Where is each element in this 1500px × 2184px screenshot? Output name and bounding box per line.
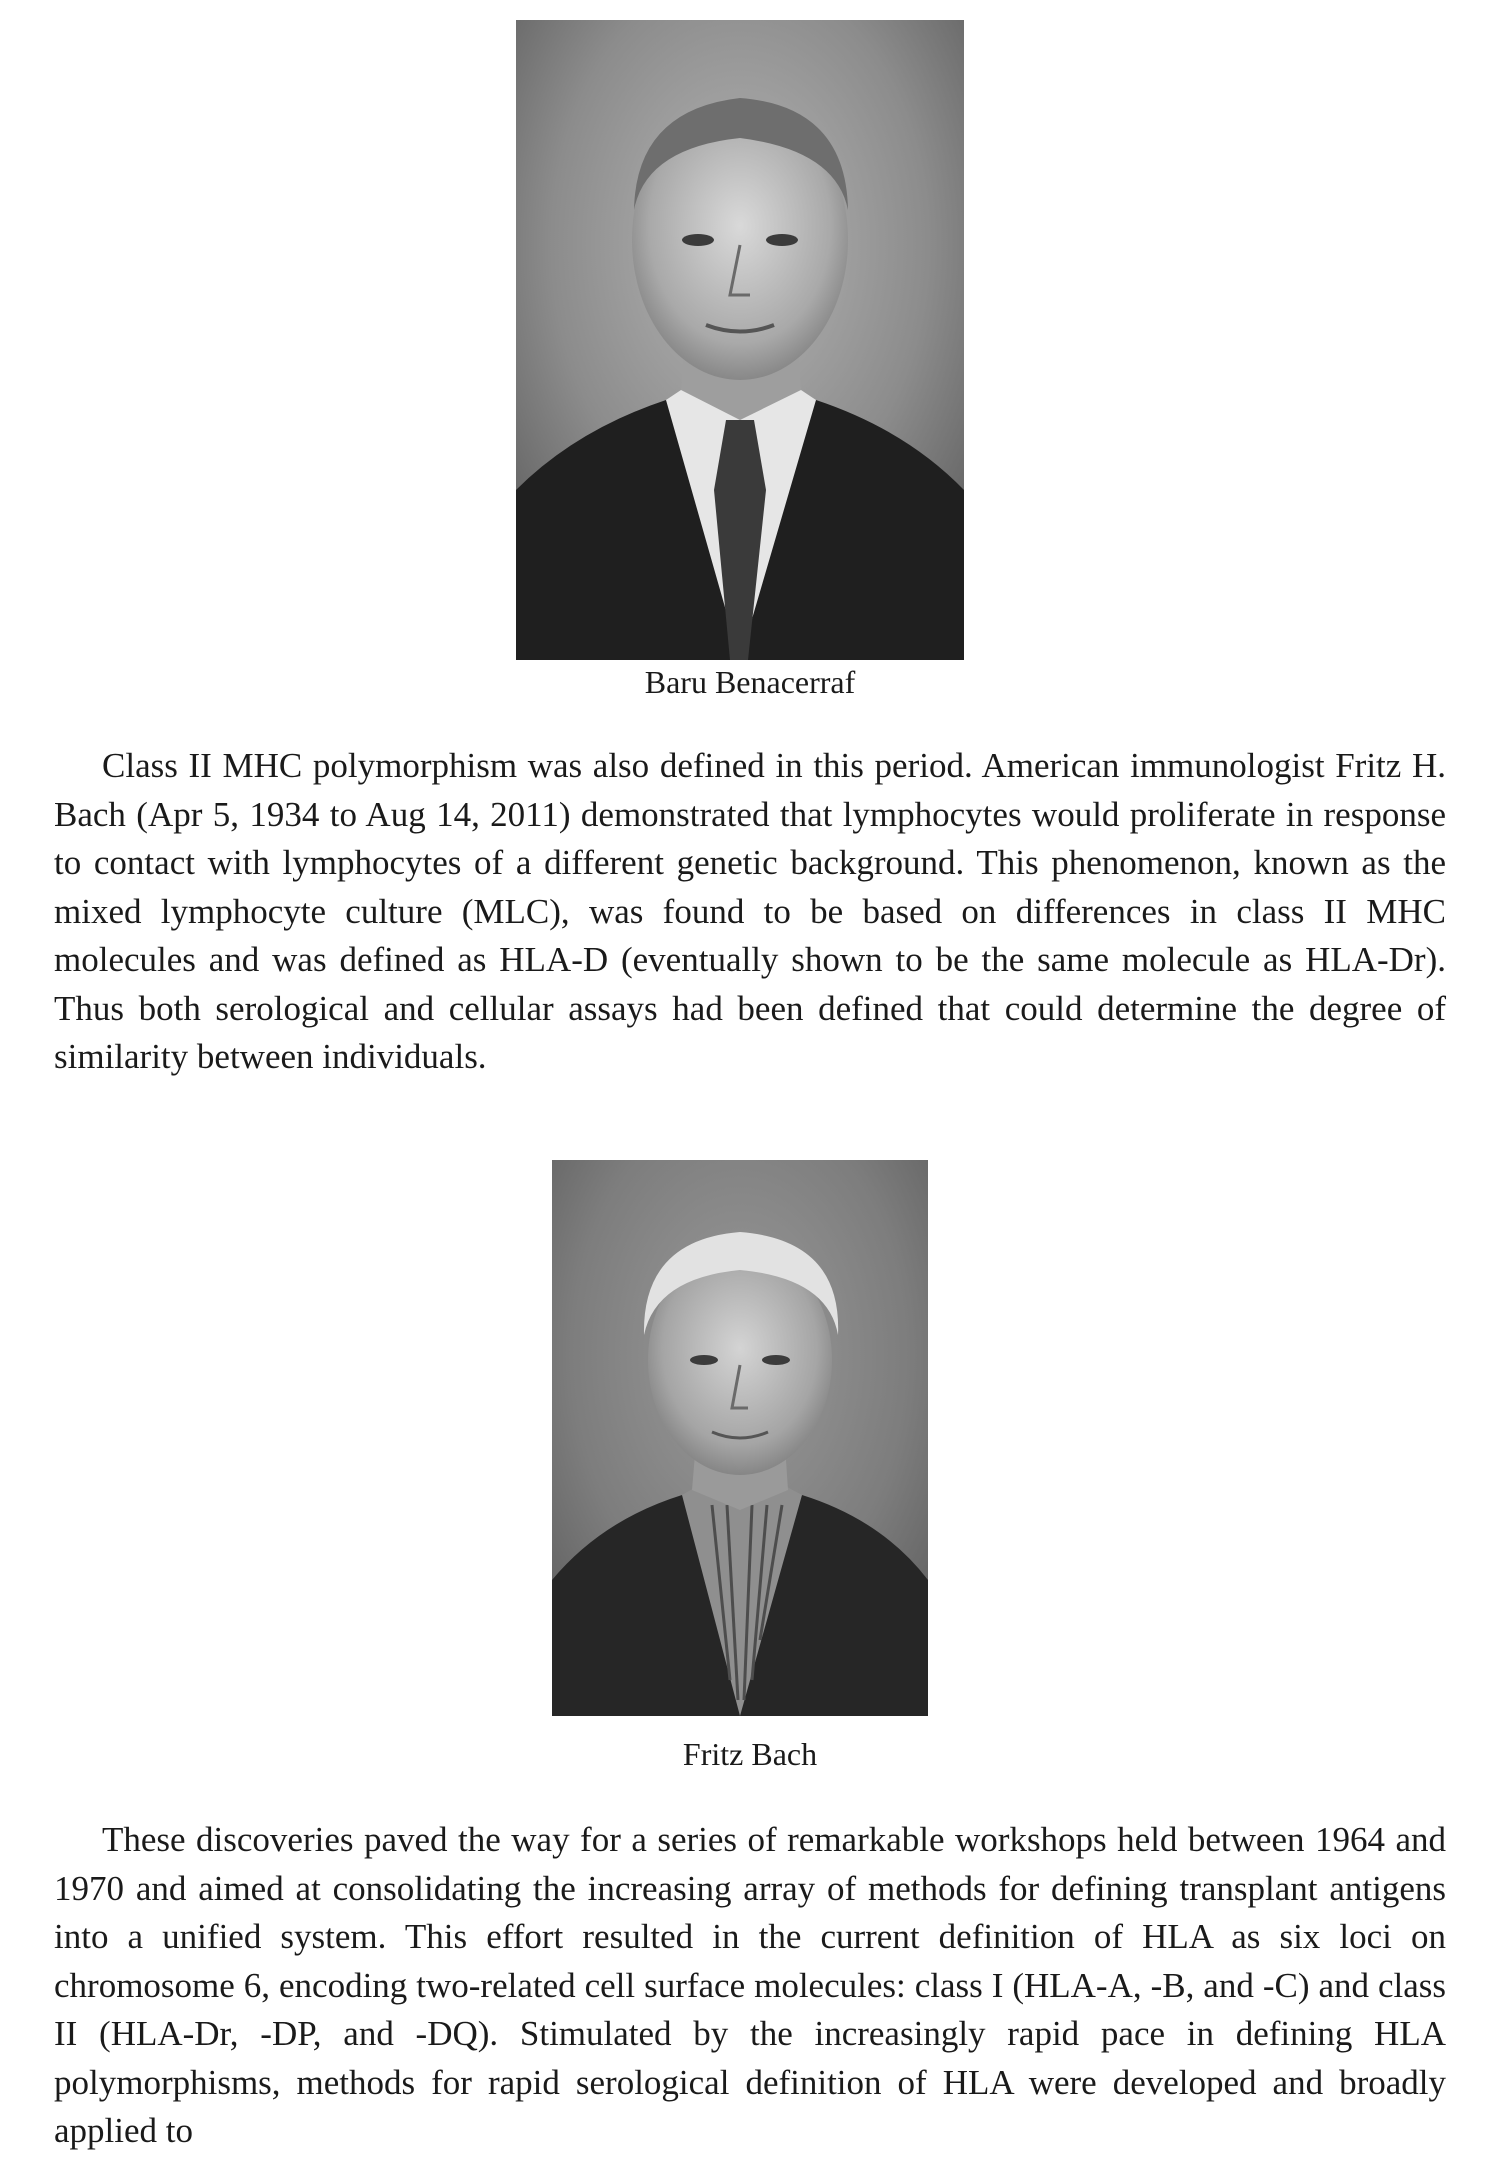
portrait-photo-icon — [552, 1160, 928, 1716]
paragraph-text-1: Class II MHC polymorphism was also defined in this period. American immunologist Fritz H. Bach (Apr 5, 1934 to Aug 14, 2011) demonstrated that lymphocytes would proliferate in response to contact with lymphocytes of a different genetic background. This phenomenon, known as the mixed lymphocyte culture (MLC), was found to be based on differences in class II MHC molecules and was defined as HLA-D (eventually shown to be the same molecule as HLA-Dr). Thus both serological and cellular assays had been defined that could determine the degree of similarity between individuals. — [54, 746, 1446, 1076]
figure-caption-benacerraf: Baru Benacerraf — [644, 664, 856, 700]
portrait-photo-benacerraf — [516, 20, 964, 660]
body-paragraph-2 — [54, 1816, 1446, 2156]
portrait-photo-bach — [552, 1160, 928, 1716]
paragraph-text-2: These discoveries paved the way for a series of remarkable workshops held between 1964 and 1970 and aimed at consolidating the increasing array of methods for defining transplant antigens into a unified system. This effort resulted in the current definition of HLA as six loci on chromosome 6, encoding two-related cell surface molecules: class I (HLA-A, -B, and -C) and class II (HLA-Dr, -DP, and -DQ). Stimulated by the increasingly rapid pace in defining HLA polymorphisms, methods for rapid serological definition of HLA were developed and broadly applied to — [54, 1820, 1446, 2150]
portrait-photo-icon — [516, 20, 964, 660]
figure-caption-bach: Fritz Bach — [682, 1736, 818, 1772]
body-paragraph-1 — [54, 742, 1446, 1082]
